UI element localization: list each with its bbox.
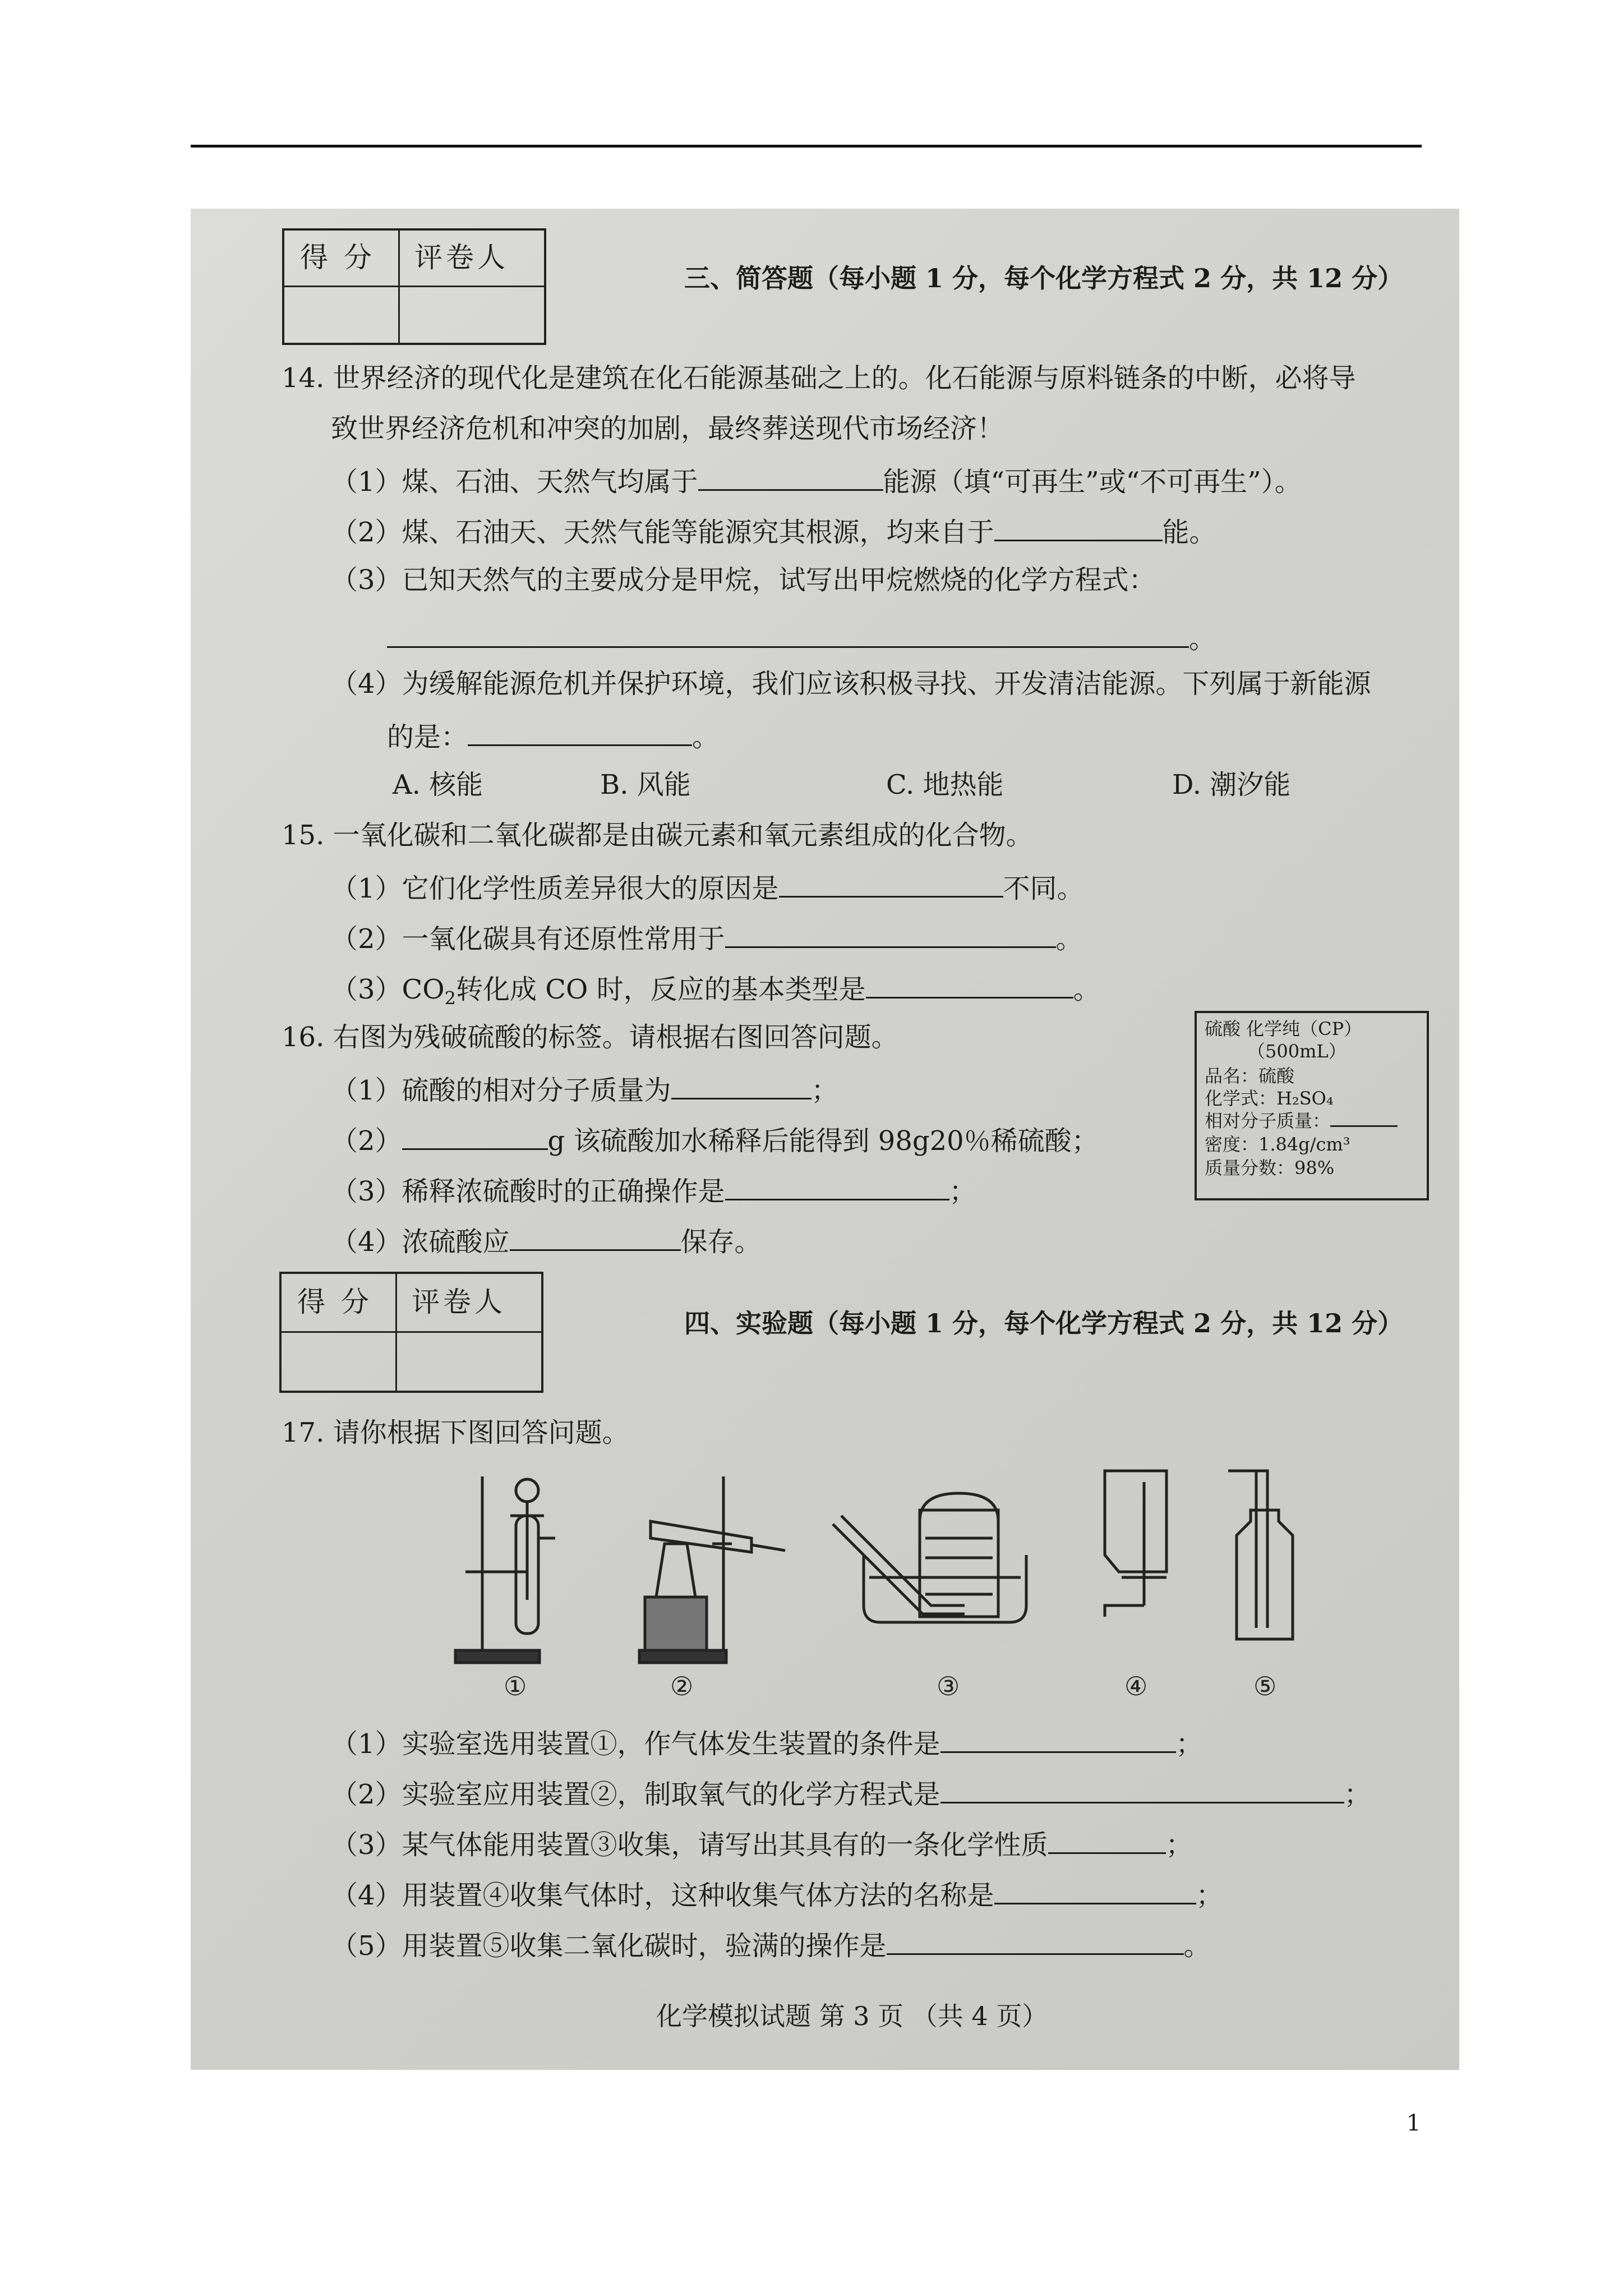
question-14-part-4-line-1: （4）为缓解能源危机并保护环境，我们应该积极寻找、开发清洁能源。下列属于新能源	[331, 668, 1371, 700]
section-title: 三、简答题（每小题 1 分，每个化学方程式 2 分，共 12 分）	[684, 263, 1404, 293]
question-14-intro-1: 14. 世界经济的现代化是建筑在化石能源基础之上的。化石能源与原料链条的中断，必将导	[282, 362, 1356, 394]
apparatus-1	[455, 1476, 555, 1663]
question-17-part-3: （3）某气体能用装置③收集，请写出其具有的一条化学性质 ；	[331, 1824, 1193, 1863]
page-footer: 化学模拟试题 第 3 页 （共 4 页）	[656, 2001, 1048, 2031]
sulfuric-acid-label	[1195, 1011, 1429, 1200]
option-a: A. 核能	[393, 769, 483, 800]
apparatus-label-5: ⑤	[1253, 1671, 1277, 1701]
option-b: B. 风能	[600, 769, 691, 800]
answer-blank[interactable]	[994, 1875, 1196, 1904]
question-17-part-1: （1）实验室选用装置①，作气体发生装置的条件是 ；	[331, 1723, 1203, 1762]
question-15-part-3: $(3)CO_2$转化成 CO 时，反应的基本类型是 。	[331, 969, 1100, 1016]
label-line: 品名：硫酸	[1205, 1065, 1295, 1087]
question-16-part-1: （1）硫酸的相对分子质量为 ；	[331, 1070, 838, 1108]
score-box	[282, 228, 546, 345]
question-14-part-2: （2）煤、石油天、天然气能等能源究其根源，均来自于 能。	[331, 512, 1216, 550]
page-number: 1	[1407, 2110, 1421, 2136]
label-line: 硫酸 化学纯（CP）	[1205, 1018, 1362, 1039]
question-16-part-3: （3）稀释浓硫酸时的正确操作是 ；	[331, 1171, 976, 1209]
answer-blank[interactable]	[671, 1070, 811, 1099]
answer-blank[interactable]	[698, 461, 883, 491]
question-17-part-2: （2）实验室应用装置②，制取氧气的化学方程式是 ；	[331, 1774, 1371, 1812]
apparatus-5	[1228, 1471, 1293, 1639]
section-title: 四、实验题（每小题 1 分，每个化学方程式 2 分，共 12 分）	[684, 1308, 1404, 1338]
answer-blank[interactable]	[779, 868, 1003, 898]
question-17-part-4: （4）用装置④收集气体时，这种收集气体方法的名称是 ；	[331, 1875, 1223, 1913]
apparatus-figure	[191, 1460, 1459, 1718]
option-d: D. 潮汐能	[1172, 769, 1291, 800]
answer-blank[interactable]	[887, 1925, 1184, 1955]
answer-blank[interactable]	[725, 918, 1056, 948]
answer-blank[interactable]	[866, 969, 1073, 999]
answer-blank[interactable]	[402, 1120, 548, 1150]
answer-blank[interactable]	[387, 618, 1189, 648]
apparatus-label-2: ②	[670, 1671, 694, 1701]
question-14-part-3-answer: 。	[387, 618, 1216, 657]
answer-blank[interactable]	[725, 1171, 949, 1200]
grader-label: 评卷人	[412, 1286, 506, 1318]
answer-blank[interactable]	[468, 716, 692, 746]
header-rule	[191, 145, 1422, 148]
question-15-intro: 15. 一氧化碳和二氧化碳都是由碳元素和氧元素组成的化合物。	[282, 820, 1033, 851]
label-line: 质量分数：98%	[1205, 1157, 1335, 1179]
label-line: 相对分子质量：	[1205, 1110, 1398, 1132]
question-16-intro: 16. 右图为残破硫酸的标签。请根据右图回答问题。	[282, 1022, 898, 1053]
answer-blank[interactable]	[994, 512, 1163, 541]
score-box	[279, 1272, 543, 1393]
answer-blank[interactable]	[1048, 1824, 1166, 1854]
question-14-part-1: （1）煤、石油、天然气均属于 能源（填“可再生”或“不可再生”）。	[331, 461, 1302, 500]
question-14-part-3: （3）已知天然气的主要成分是甲烷，试写出甲烷燃烧的化学方程式：	[331, 564, 1156, 596]
apparatus-2	[639, 1476, 785, 1663]
question-16-part-2: （2） g 该硫酸加水稀释后能得到 98g20％稀硫酸；	[331, 1120, 1099, 1159]
apparatus-4	[1105, 1471, 1166, 1617]
label-line: 化学式：H₂SO₄	[1205, 1088, 1334, 1109]
apparatus-label-1: ①	[504, 1671, 527, 1701]
question-15-part-2: （2）一氧化碳具有还原性常用于 。	[331, 918, 1083, 957]
question-14-part-4-line-2: 的是： 。	[387, 716, 719, 755]
scanned-page	[191, 209, 1459, 2070]
option-c: C. 地热能	[886, 769, 1004, 800]
label-line: 密度：1.84g/cm³	[1205, 1134, 1350, 1155]
label-line: （500mL）	[1247, 1041, 1347, 1062]
answer-blank[interactable]	[940, 1774, 1344, 1803]
question-16-part-4: （4）浓硫酸应 保存。	[331, 1221, 762, 1260]
question-17-intro: 17. 请你根据下图回答问题。	[282, 1417, 629, 1448]
apparatus-label-4: ④	[1124, 1671, 1148, 1701]
answer-blank[interactable]	[510, 1221, 681, 1251]
score-label: 得 分	[297, 1286, 372, 1318]
apparatus-3	[833, 1493, 1026, 1622]
apparatus-label-3: ③	[937, 1671, 960, 1701]
grader-label: 评卷人	[414, 241, 509, 274]
question-15-part-1: （1）它们化学性质差异很大的原因是 不同。	[331, 868, 1084, 907]
question-14-intro-2: 致世界经济危机和冲突的加剧，最终葬送现代市场经济！	[331, 413, 1004, 444]
question-17-part-5: （5）用装置⑤收集二氧化碳时，验满的操作是 。	[331, 1925, 1211, 1964]
answer-blank[interactable]	[940, 1723, 1176, 1753]
score-label: 得 分	[300, 241, 375, 274]
